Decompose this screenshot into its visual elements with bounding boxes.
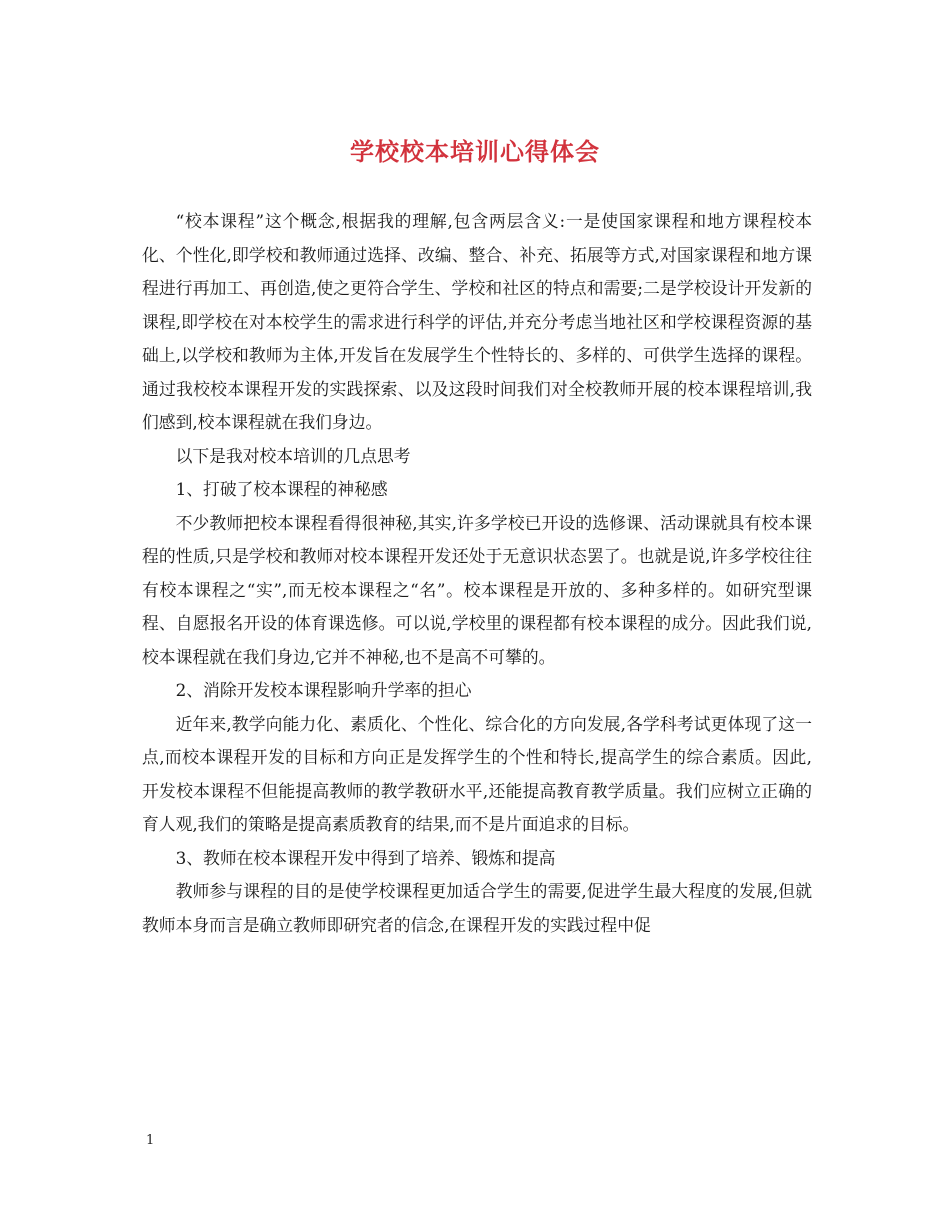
paragraph-lead: 以下是我对校本培训的几点思考 bbox=[175, 445, 411, 466]
document-title: 学校校本培训心得体会 bbox=[350, 137, 600, 166]
paragraph-section-1: 不少教师把校本课程看得很神秘,其实,许多学校已开设的选修课、活动课就具有校本课程的性质,只是学校和教师对校本课程开发还处于无意识状态罢了。也就是说,许多学校往往有校本课程之“实”,而无校本课程之“名”。校本课程是开放的、多种多样的。如研究型课程、自愿报名开设的体育课选修。可以说,学校里的课程都有校本课程的成分。因此我们说,校本课程就在我们身边,它并不神秘,也不是高不可攀的。 bbox=[142, 512, 812, 667]
section-heading-3: 3、教师在校本课程开发中得到了培养、锻炼和提高 bbox=[175, 847, 556, 868]
page-number: 1 bbox=[146, 1133, 155, 1148]
paragraph-section-3: 教师参与课程的目的是使学校课程更加适合学生的需要,促进学生最大程度的发展,但就教师本身而言是确立教师即研究者的信念,在课程开发的实践过程中促 bbox=[142, 881, 812, 935]
paragraph-section-2: 近年来,教学向能力化、素质化、个性化、综合化的方向发展,各学科考试更体现了这一点,而校本课程开发的目标和方向正是发挥学生的个性和特长,提高学生的综合素质。因此,开发校本课程不但能提高教师的教学教研水平,还能提高教育教学质量。我们应树立正确的育人观,我们的策略是提高素质教育的结果,而不是片面追求的目标。 bbox=[142, 713, 812, 834]
paragraph-intro: “校本课程”这个概念,根据我的理解,包含两层含义:一是使国家课程和地方课程校本化、个性化,即学校和教师通过选择、改编、整合、补充、拓展等方式,对国家课程和地方课程进行再加工、再创造,使之更符合学生、学校和社区的特点和需要;二是学校设计开发新的课程,即学校在对本校学生的需求进行科学的评估,并充分考虑当地社区和学校课程资源的基础上,以学校和教师为主体,开发旨在发展学生个性特长的、多样的、可供学生选择的课程。通过我校校本课程开发的实践探索、以及这段时间我们对全校教师开展的校本课程培训,我们感到,校本课程就在我们身边。 bbox=[142, 211, 812, 432]
section-heading-2: 2、消除开发校本课程影响升学率的担心 bbox=[175, 680, 472, 700]
section-heading-1: 1、打破了校本课程的神秘感 bbox=[175, 479, 388, 499]
document-body bbox=[142, 205, 812, 942]
